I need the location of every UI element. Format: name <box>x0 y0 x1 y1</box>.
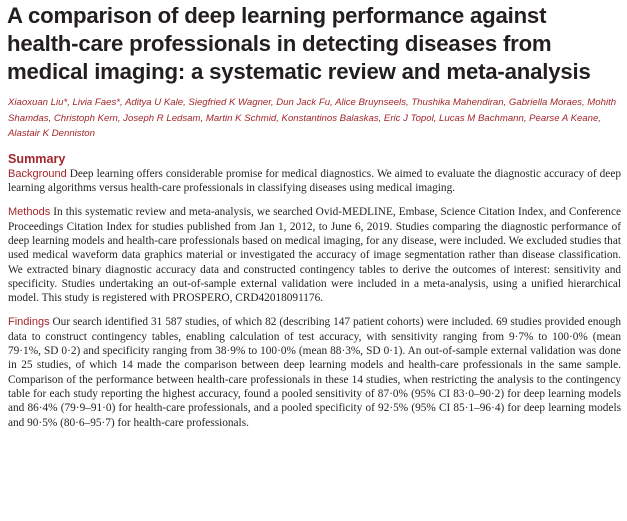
methods-label: Methods <box>8 206 51 219</box>
background-label: Background <box>8 167 67 180</box>
summary-heading: Summary <box>8 151 66 166</box>
methods-text: In this systematic review and meta-analysis, we searched Ovid-MEDLINE, Embase, Science Citation Index, and Conference Proceedings Citation Index for studies published from Jan 1, 2012, to June 6, 2019. Studies comparing the diagnostic performance of deep learning models and health-care professionals based on medical imaging, for any disease, were included. We excluded studies that used medical waveform data graphics material or investigated the accuracy of image segmentation rather than disease classification. We extracted binary diagnostic accuracy data and constructed contingency tables to derive the outcomes of interest: sensitivity and specificity. Studies undertaking an out-of-sample external validation were included in a meta-analysis, using a unified hierarchical model. This study is registered with PROSPERO, CRD42018091176. <box>8 206 621 305</box>
findings-text: Our search identified 31 587 studies, of which 82 (describing 147 patient cohorts) were included. 69 studies provided enough data to construct contingency tables, enabling calculation of test accuracy, with sensitivity ranging from 9·7% to 100·0% (mean 79·1%, SD 0·2) and specificity ranging from 38·9% to 100·0% (mean 88·3%, SD 0·1). An out-of-sample external validation was done in 25 studies, of which 14 made the comparison between deep learning models and health-care professionals in the same sample. Comparison of the performance between health-care professionals in these 14 studies, when restricting the analysis to the contingency table for each study reporting the highest accuracy, found a pooled sensitivity of 87·0% (95% CI 83·0–90·2) for deep learning models and 86·4% (79·9–91·0) for health-care professionals, and a pooled specificity of 92·5% (95% CI 85·1–96·4) for deep learning models and 90·5% (80·6–95·7) for health-care professionals. <box>8 316 622 429</box>
findings-label: Findings <box>8 316 50 329</box>
paper-title: A comparison of deep learning performance against health-care professionals in detecting diseases from medical imaging: a systematic review and meta-analysis <box>7 3 591 84</box>
findings-section <box>8 315 621 429</box>
author-list: Xiaoxuan Liu*, Livia Faes*, Aditya U Kale, Siegfried K Wagner, Dun Jack Fu, Alice Bruynseels, Thushika Mahendiran, Gabriella Moraes, Mohith Shamdas, Christoph Kern, Joseph R Ledsam, Martin K Schmid, Konstantinos Balaskas, Eric J Topol, Lucas M Bachmann, Pearse A Keane, Alastair K Denniston <box>8 97 617 140</box>
background-text: Deep learning offers considerable promise for medical diagnostics. We aimed to evaluate the diagnostic accuracy of deep learning algorithms versus health-care professionals in classifying diseases using medical imaging. <box>8 167 621 195</box>
methods-section <box>8 205 621 305</box>
background-section <box>8 167 621 196</box>
